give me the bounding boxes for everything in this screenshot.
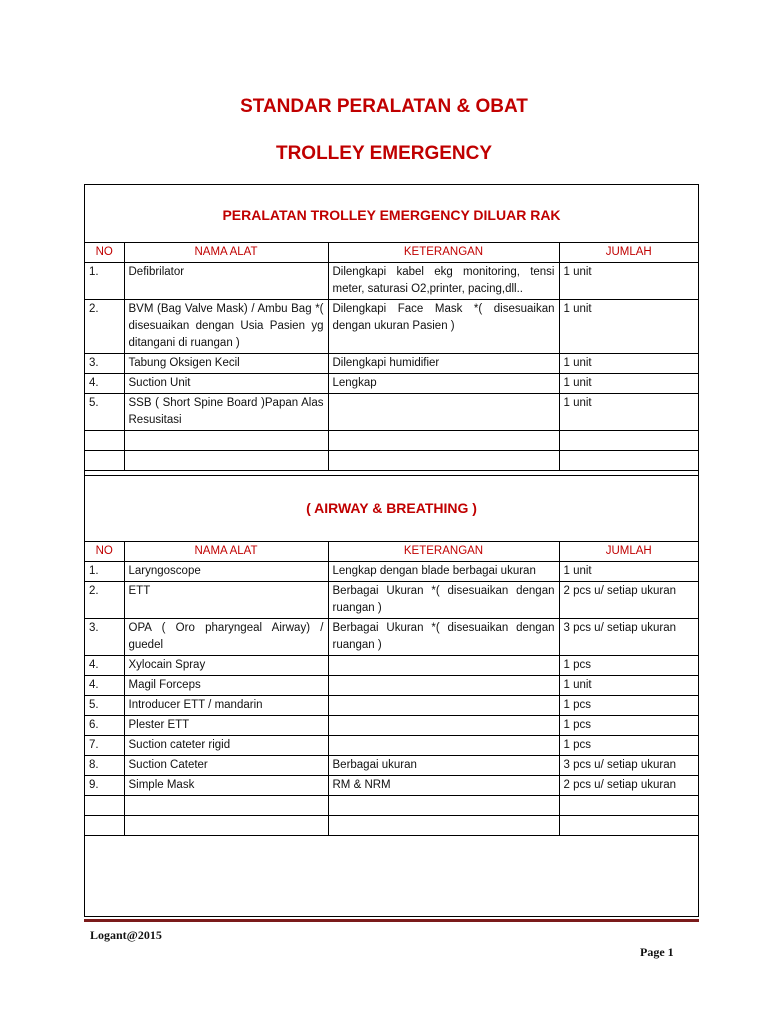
- cell-keterangan: Berbagai ukuran: [328, 756, 559, 776]
- table-body: [85, 263, 698, 471]
- cell-nama-alat: OPA ( Oro pharyngeal Airway) / guedel: [124, 619, 328, 656]
- cell-jumlah: 1 unit: [559, 562, 698, 582]
- cell-nama-alat: BVM (Bag Valve Mask) / Ambu Bag *( disesuaikan dengan Usia Pasien yg ditangani di ruangan ): [124, 300, 328, 354]
- cell-keterangan: [328, 796, 559, 816]
- cell-no: 4.: [85, 656, 124, 676]
- cell-keterangan: Dilengkapi humidifier: [328, 354, 559, 374]
- cell-nama-alat: Laryngoscope: [124, 562, 328, 582]
- cell-nama-alat: Suction Unit: [124, 374, 328, 394]
- cell-nama-alat: SSB ( Short Spine Board )Papan Alas Resusitasi: [124, 394, 328, 431]
- table-row: [85, 354, 698, 374]
- header-keterangan: KETERANGAN: [328, 542, 559, 562]
- cell-jumlah: 1 pcs: [559, 736, 698, 756]
- cell-keterangan: [328, 656, 559, 676]
- cell-no: 5.: [85, 394, 124, 431]
- page-number: Page 1: [640, 945, 674, 959]
- cell-no: 1.: [85, 263, 124, 300]
- table-row: [85, 656, 698, 676]
- table-row: [85, 796, 698, 816]
- cell-keterangan: RM & NRM: [328, 776, 559, 796]
- header-jumlah: JUMLAH: [559, 243, 698, 263]
- cell-no: 3.: [85, 619, 124, 656]
- cell-jumlah: 1 unit: [559, 394, 698, 431]
- cell-keterangan: [328, 816, 559, 836]
- cell-nama-alat: Defibrilator: [124, 263, 328, 300]
- table-header-row: [85, 243, 698, 263]
- table-row: [85, 736, 698, 756]
- cell-nama-alat: Suction cateter rigid: [124, 736, 328, 756]
- table-row: [85, 394, 698, 431]
- cell-nama-alat: Plester ETT: [124, 716, 328, 736]
- cell-jumlah: [559, 431, 698, 451]
- table-row: [85, 562, 698, 582]
- cell-nama-alat: [124, 431, 328, 451]
- cell-jumlah: [559, 816, 698, 836]
- cell-keterangan: [328, 676, 559, 696]
- cell-no: 2.: [85, 582, 124, 619]
- document-subtitle: TROLLEY EMERGENCY: [275, 143, 493, 164]
- equipment-table-outside-rack: [85, 242, 698, 471]
- cell-jumlah: [559, 796, 698, 816]
- cell-nama-alat: Xylocain Spray: [124, 656, 328, 676]
- table-row: [85, 756, 698, 776]
- cell-keterangan: [328, 716, 559, 736]
- cell-no: 2.: [85, 300, 124, 354]
- cell-no: 8.: [85, 756, 124, 776]
- cell-jumlah: 1 pcs: [559, 716, 698, 736]
- cell-keterangan: Berbagai Ukuran *( disesuaikan dengan ruangan ): [328, 582, 559, 619]
- header-no: NO: [85, 243, 124, 263]
- table-header-row: [85, 542, 698, 562]
- section-heading-airway-breathing: ( AIRWAY & BREATHING ): [306, 500, 477, 516]
- cell-nama-alat: Tabung Oksigen Kecil: [124, 354, 328, 374]
- table-row: [85, 374, 698, 394]
- cell-jumlah: 1 pcs: [559, 656, 698, 676]
- table-row: [85, 816, 698, 836]
- cell-no: 3.: [85, 354, 124, 374]
- cell-nama-alat: [124, 451, 328, 471]
- cell-jumlah: 3 pcs u/ setiap ukuran: [559, 619, 698, 656]
- cell-nama-alat: Magil Forceps: [124, 676, 328, 696]
- cell-keterangan: Dilengkapi Face Mask *( disesuaikan dengan ukuran Pasien ): [328, 300, 559, 354]
- header-jumlah: JUMLAH: [559, 542, 698, 562]
- cell-nama-alat: Suction Cateter: [124, 756, 328, 776]
- cell-keterangan: [328, 431, 559, 451]
- table-row: [85, 582, 698, 619]
- header-keterangan: KETERANGAN: [328, 243, 559, 263]
- footer-author: Logant@2015: [90, 928, 162, 942]
- table-row: [85, 619, 698, 656]
- cell-no: [85, 796, 124, 816]
- cell-jumlah: [559, 451, 698, 471]
- cell-no: 7.: [85, 736, 124, 756]
- cell-keterangan: Dilengkapi kabel ekg monitoring, tensi meter, saturasi O2,printer, pacing,dll..: [328, 263, 559, 300]
- cell-no: 4.: [85, 374, 124, 394]
- cell-keterangan: [328, 394, 559, 431]
- cell-no: 9.: [85, 776, 124, 796]
- cell-no: 4.: [85, 676, 124, 696]
- header-no: NO: [85, 542, 124, 562]
- table-row: [85, 716, 698, 736]
- cell-nama-alat: Introducer ETT / mandarin: [124, 696, 328, 716]
- document-frame: [84, 184, 699, 917]
- cell-jumlah: 2 pcs u/ setiap ukuran: [559, 776, 698, 796]
- table-row: [85, 776, 698, 796]
- section-divider: [85, 475, 698, 476]
- cell-no: 1.: [85, 562, 124, 582]
- cell-nama-alat: [124, 816, 328, 836]
- cell-no: [85, 816, 124, 836]
- cell-nama-alat: ETT: [124, 582, 328, 619]
- table-body: [85, 562, 698, 836]
- cell-jumlah: 1 unit: [559, 676, 698, 696]
- equipment-table-airway-breathing: [85, 541, 698, 836]
- table-row: [85, 676, 698, 696]
- table-row: [85, 431, 698, 451]
- header-nama-alat: NAMA ALAT: [124, 542, 328, 562]
- table-row: [85, 300, 698, 354]
- cell-nama-alat: Simple Mask: [124, 776, 328, 796]
- cell-no: [85, 451, 124, 471]
- footer-rule: [84, 919, 699, 922]
- cell-keterangan: [328, 696, 559, 716]
- table-row: [85, 263, 698, 300]
- cell-no: [85, 431, 124, 451]
- cell-jumlah: 1 unit: [559, 300, 698, 354]
- section-heading-outside-rack: PERALATAN TROLLEY EMERGENCY DILUAR RAK: [222, 207, 561, 223]
- table-row: [85, 451, 698, 471]
- cell-jumlah: 1 unit: [559, 354, 698, 374]
- cell-keterangan: Lengkap: [328, 374, 559, 394]
- cell-jumlah: 2 pcs u/ setiap ukuran: [559, 582, 698, 619]
- cell-keterangan: [328, 451, 559, 471]
- cell-keterangan: Lengkap dengan blade berbagai ukuran: [328, 562, 559, 582]
- cell-jumlah: 1 unit: [559, 374, 698, 394]
- cell-no: 6.: [85, 716, 124, 736]
- cell-keterangan: [328, 736, 559, 756]
- cell-jumlah: 1 unit: [559, 263, 698, 300]
- cell-jumlah: 1 pcs: [559, 696, 698, 716]
- header-nama-alat: NAMA ALAT: [124, 243, 328, 263]
- cell-jumlah: 3 pcs u/ setiap ukuran: [559, 756, 698, 776]
- cell-no: 5.: [85, 696, 124, 716]
- document-title: STANDAR PERALATAN & OBAT: [240, 96, 528, 117]
- table-row: [85, 696, 698, 716]
- cell-keterangan: Berbagai Ukuran *( disesuaikan dengan ruangan ): [328, 619, 559, 656]
- cell-nama-alat: [124, 796, 328, 816]
